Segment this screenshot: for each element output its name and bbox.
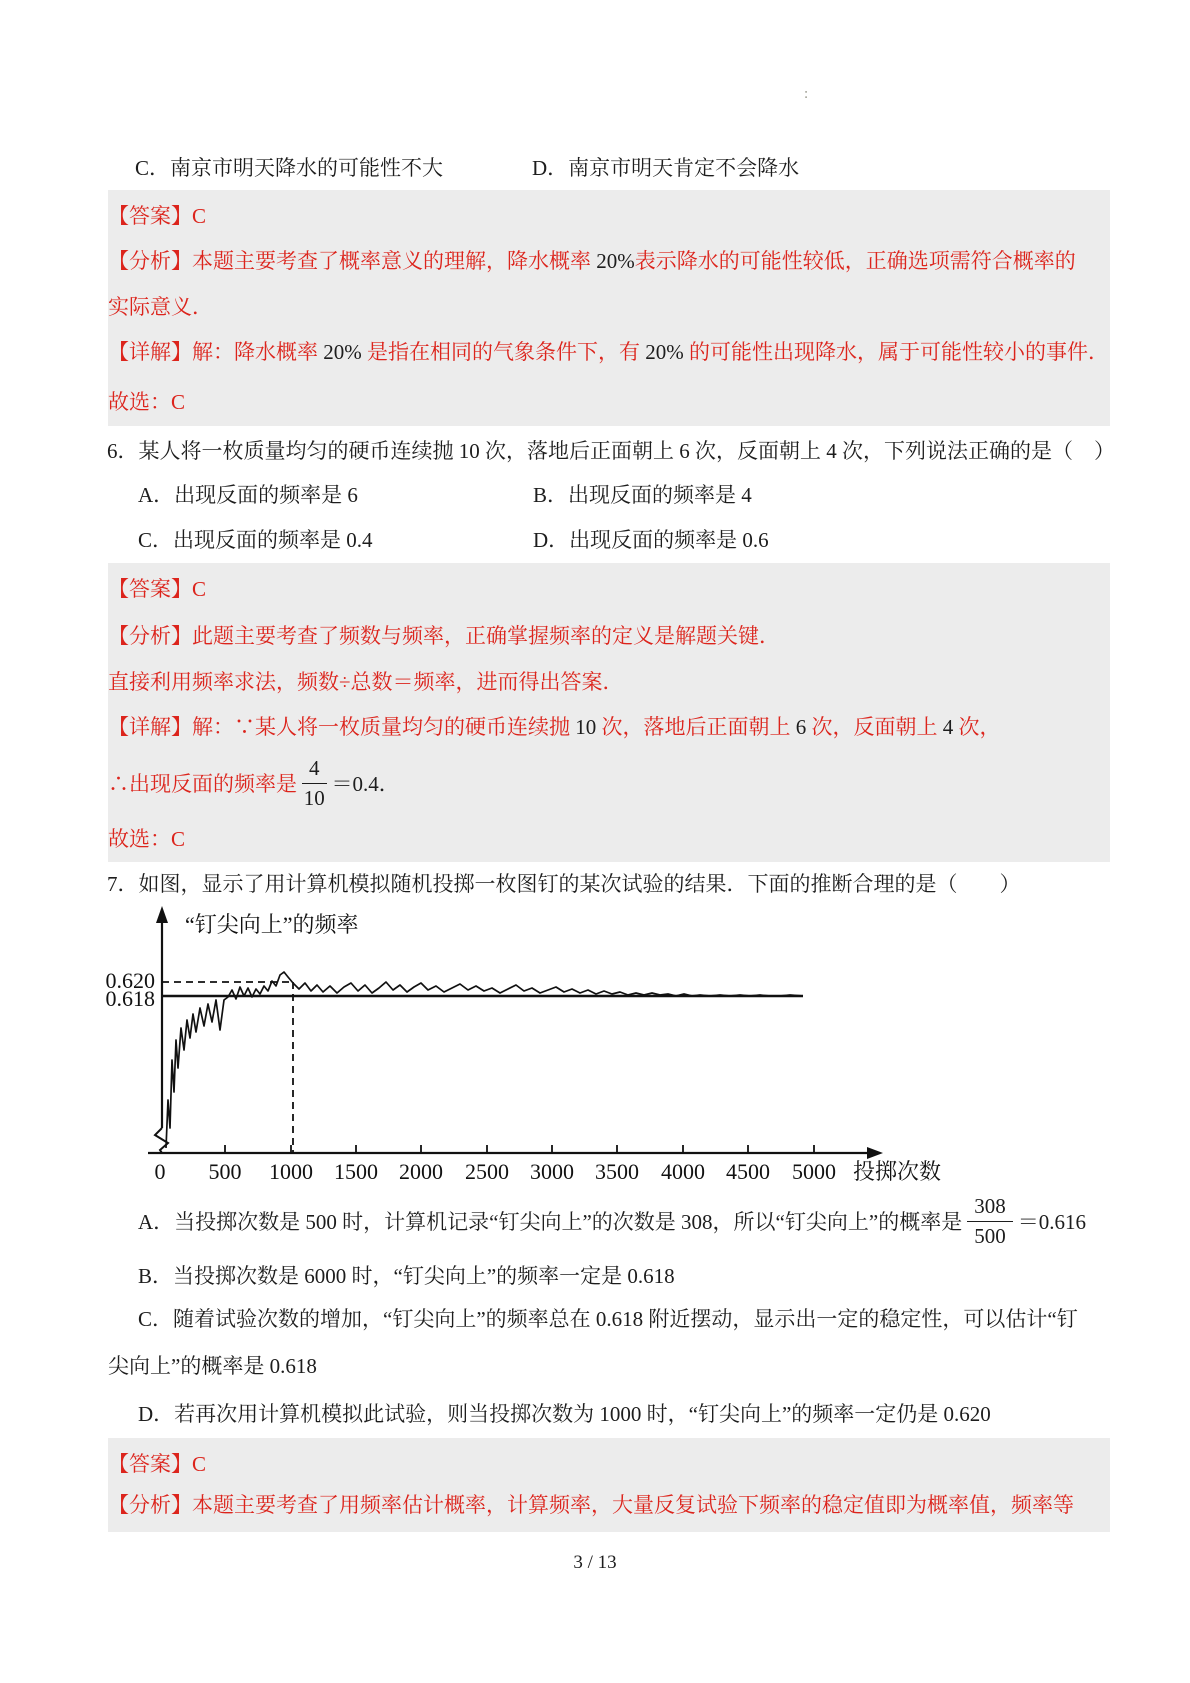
chart-title: “钉尖向上”的频率 bbox=[185, 912, 359, 937]
q6-answer-block bbox=[108, 563, 1110, 862]
x-tick-2000: 2000 bbox=[399, 1159, 443, 1184]
fraction-denominator: 500 bbox=[974, 1223, 1006, 1248]
q5-answer-block bbox=[108, 190, 1110, 426]
detail-number: 10 bbox=[575, 715, 597, 739]
conclusion-text: ∴出现反面的频率是 bbox=[108, 772, 297, 796]
frequency-chart bbox=[85, 902, 965, 1194]
chart-canvas bbox=[85, 902, 965, 1194]
fraction-numerator: 308 bbox=[967, 1196, 1013, 1222]
q6-analysis-line1: 【分析】此题主要考查了频数与频率，正确掌握频率的定义是解题关键． bbox=[108, 624, 780, 648]
y-axis-arrow bbox=[156, 906, 168, 923]
detail-number: 20% bbox=[645, 340, 684, 364]
answer-value: C bbox=[192, 204, 207, 228]
answer-label: 【答案】 bbox=[108, 1452, 192, 1476]
answer-value: C bbox=[192, 577, 207, 601]
q7-option-d: D．若再次用计算机模拟此试验，则当投掷次数为 1000 时，“钉尖向上”的频率一定仍是 0.620 bbox=[138, 1402, 991, 1426]
q7-option-b: B．当投掷次数是 6000 时，“钉尖向上”的频率一定是 0.618 bbox=[138, 1264, 675, 1288]
option-text: A．当投掷次数是 500 时，计算机记录“钉尖向上”的次数是 308，所以“钉尖向上”的概率是 bbox=[138, 1210, 963, 1234]
q5-option-c: C．南京市明天降水的可能性不大 bbox=[135, 156, 444, 180]
x-axis-arrow bbox=[867, 1147, 883, 1159]
analysis-text: 【分析】本题主要考查了概率意义的理解，降水概率 bbox=[108, 249, 597, 273]
q7-analysis-line: 【分析】本题主要考查了用频率估计概率，计算频率，大量反复试验下频率的稳定值即为概率值，频率等 bbox=[108, 1493, 1074, 1517]
fraction-4-10 bbox=[302, 755, 327, 810]
x-tick-4500: 4500 bbox=[726, 1159, 770, 1184]
q6-detail-line bbox=[108, 712, 1001, 742]
detail-text: 【详解】解：∵某人将一枚质量均匀的硬币连续抛 bbox=[108, 715, 576, 739]
q5-conclusion: 故选：C bbox=[108, 390, 186, 414]
detail-text: 的可能性出现降水，属于可能性较小的事件． bbox=[683, 340, 1109, 364]
detail-number: 6 bbox=[795, 715, 807, 739]
answer-label: 【答案】 bbox=[108, 204, 192, 228]
q6-option-a: A．出现反面的频率是 6 bbox=[138, 483, 358, 507]
q6-answer-line bbox=[108, 574, 206, 604]
x-tick-1500: 1500 bbox=[334, 1159, 378, 1184]
x-tick-1000: 1000 bbox=[269, 1159, 313, 1184]
answer-label: 【答案】 bbox=[108, 577, 192, 601]
x-tick-500: 500 bbox=[208, 1159, 242, 1184]
q6-conclusion-fraction-line bbox=[108, 755, 400, 811]
answer-value: C bbox=[192, 1452, 207, 1476]
detail-number: 20% bbox=[323, 340, 362, 364]
x-tick-5000: 5000 bbox=[792, 1159, 836, 1184]
detail-text: 是指在相同的气象条件下，有 bbox=[361, 340, 646, 364]
detail-text: 次，落地后正面朝上 bbox=[596, 715, 796, 739]
fraction-numerator: 4 bbox=[302, 758, 327, 784]
x-tick-2500: 2500 bbox=[465, 1159, 509, 1184]
option-result: ＝0.616 bbox=[1017, 1210, 1086, 1234]
q7-option-c-line1: C．随着试验次数的增加，“钉尖向上”的频率总在 0.618 附近摆动，显示出一定的稳定性，可以估计“钉 bbox=[138, 1307, 1078, 1331]
q5-option-d: D．南京市明天肯定不会降水 bbox=[532, 156, 800, 180]
q5-analysis-line1 bbox=[108, 246, 1076, 276]
q5-detail-line bbox=[108, 337, 1109, 367]
x-axis-title: 投掷次数 bbox=[853, 1159, 942, 1184]
q6-stem: 6．某人将一枚质量均匀的硬币连续抛 10 次，落地后正面朝上 6 次，反面朝上 4 次，下列说法正确的是（ ） bbox=[107, 439, 1115, 463]
frequency-curve bbox=[166, 972, 803, 1148]
y-label-0620: 0.620 bbox=[105, 968, 155, 993]
page-number: 3 / 13 bbox=[573, 1552, 617, 1573]
analysis-number: 20% bbox=[596, 249, 635, 273]
q7-answer-block bbox=[108, 1438, 1110, 1532]
q7-option-a bbox=[138, 1193, 1086, 1249]
x-tick-4000: 4000 bbox=[661, 1159, 705, 1184]
detail-text: 【详解】解：降水概率 bbox=[108, 340, 324, 364]
q6-analysis-line2: 直接利用频率求法，频数÷总数＝频率，进而得出答案． bbox=[108, 670, 624, 694]
q7-answer-line bbox=[108, 1449, 206, 1479]
fraction-denominator: 10 bbox=[303, 785, 325, 810]
q6-option-b: B．出现反面的频率是 4 bbox=[533, 483, 752, 507]
detail-text: 次， bbox=[953, 715, 1001, 739]
q6-option-d: D．出现反面的频率是 0.6 bbox=[533, 528, 769, 552]
detail-text: 次，反面朝上 bbox=[806, 715, 943, 739]
q7-stem: 7．如图，显示了用计算机模拟随机投掷一枚图钉的某次试验的结果．下面的推断合理的是（ ） bbox=[107, 872, 1021, 896]
scan-artifact-colon: : bbox=[804, 86, 809, 102]
q5-answer-line bbox=[108, 201, 206, 231]
fraction-result: ＝0.4． bbox=[331, 772, 400, 796]
fraction-308-500 bbox=[967, 1193, 1013, 1248]
x-axis-ticks bbox=[225, 1145, 814, 1153]
x-tick-0: 0 bbox=[154, 1159, 166, 1184]
analysis-text: 表示降水的可能性较低，正确选项需符合概率的 bbox=[634, 249, 1076, 273]
q6-conclusion: 故选：C bbox=[108, 827, 186, 851]
q5-analysis-line2: 实际意义． bbox=[108, 295, 213, 319]
x-tick-3000: 3000 bbox=[530, 1159, 574, 1184]
detail-number: 4 bbox=[942, 715, 954, 739]
q6-option-c: C．出现反面的频率是 0.4 bbox=[138, 528, 373, 552]
x-tick-3500: 3500 bbox=[595, 1159, 639, 1184]
y-label-0618: 0.618 bbox=[105, 986, 155, 1011]
q7-option-c-line2: 尖向上”的概率是 0.618 bbox=[108, 1354, 317, 1378]
